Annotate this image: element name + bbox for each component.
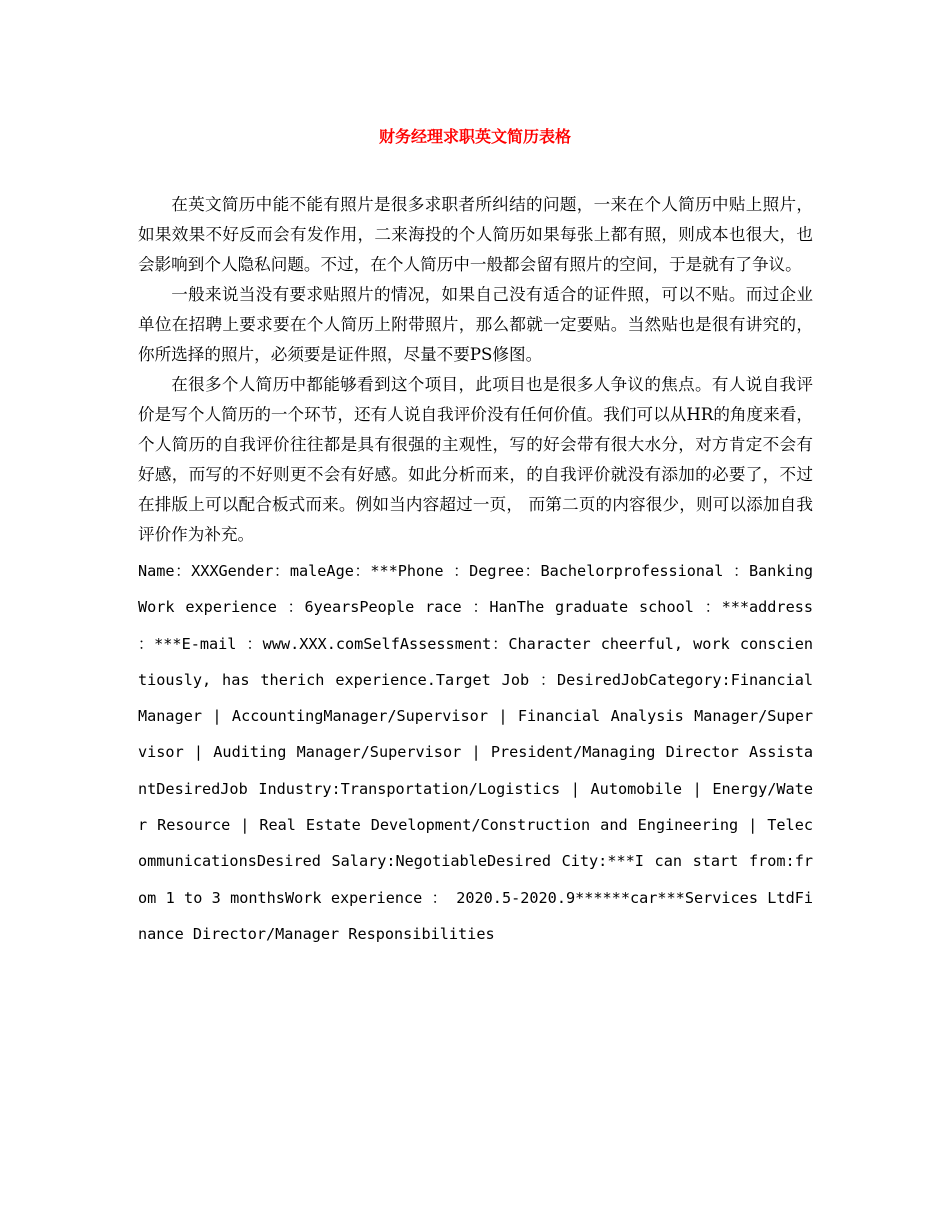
paragraph-self-assessment: 在很多个人简历中都能够看到这个项目，此项目也是很多人争议的焦点。有人说自我评价是写个人简历的一个环节，还有人说自我评价没有任何价值。我们可以从HR的角度来看，个人简历的自我评价往往都是具有很强的主观性，写的好会带有很大水分，对方肯定不会有好感，而写的不好则更不会有好感。如此分析而来，的自我评价就没有添加的必要了，不过在排版上可以配合板式而来。例如当内容超过一页， 而第二页的内容很少，则可以添加自我评价作为补充。 bbox=[138, 375, 813, 544]
document-title: 财务经理求职英文简历表格 bbox=[378, 127, 571, 146]
paragraph-photo: 在英文简历中能不能有照片是很多求职者所纠结的问题，一来在个人简历中贴上照片，如果效果不好反而会有发作用，二来海投的个人简历如果每张上都有照，则成本也很大，也会影响到个人隐私问题。不过，在个人简历中一般都会留有照片的空间，于是就有了争议。 bbox=[138, 195, 813, 274]
paragraph-photo-requirement: 一般来说当没有要求贴照片的情况，如果自己没有适合的证件照，可以不贴。而过企业单位在招聘上要求要在个人简历上附带照片，那么都就一定要贴。当然贴也是很有讲究的， 你所选择的照片，必须要是证件照，尽量不要PS修图。 bbox=[138, 285, 813, 364]
resume-english-text: Name：XXXGender：maleAge：***Phone ：Degree：Bachelorprofessional ：BankingWork experience ：6yearsPeople race ：HanThe graduate school ：***address ：***E-mail ：www.XXX.comSelfAssessment：Character cheerful, work conscientiously, has therich experience.Target Job ：DesiredJobCategory:Financial Manager | AccountingManager/Supervisor | Financial Analysis Manager/Supervisor | Auditing Manager/Supervisor | President/Managing Director AssistantDesiredJob Industry:Transportation/Logistics | Automobile | Energy/Water Resource | Real Estate Development/Construction and Engineering | TelecommunicationsDesired Salary:NegotiableDesired City:***I can start from:from 1 to 3 monthsWork experience ： 2020.5-2020.9******car***Services LtdFinance Director/Manager Responsibilities bbox=[138, 562, 813, 943]
document-body bbox=[138, 190, 813, 952]
